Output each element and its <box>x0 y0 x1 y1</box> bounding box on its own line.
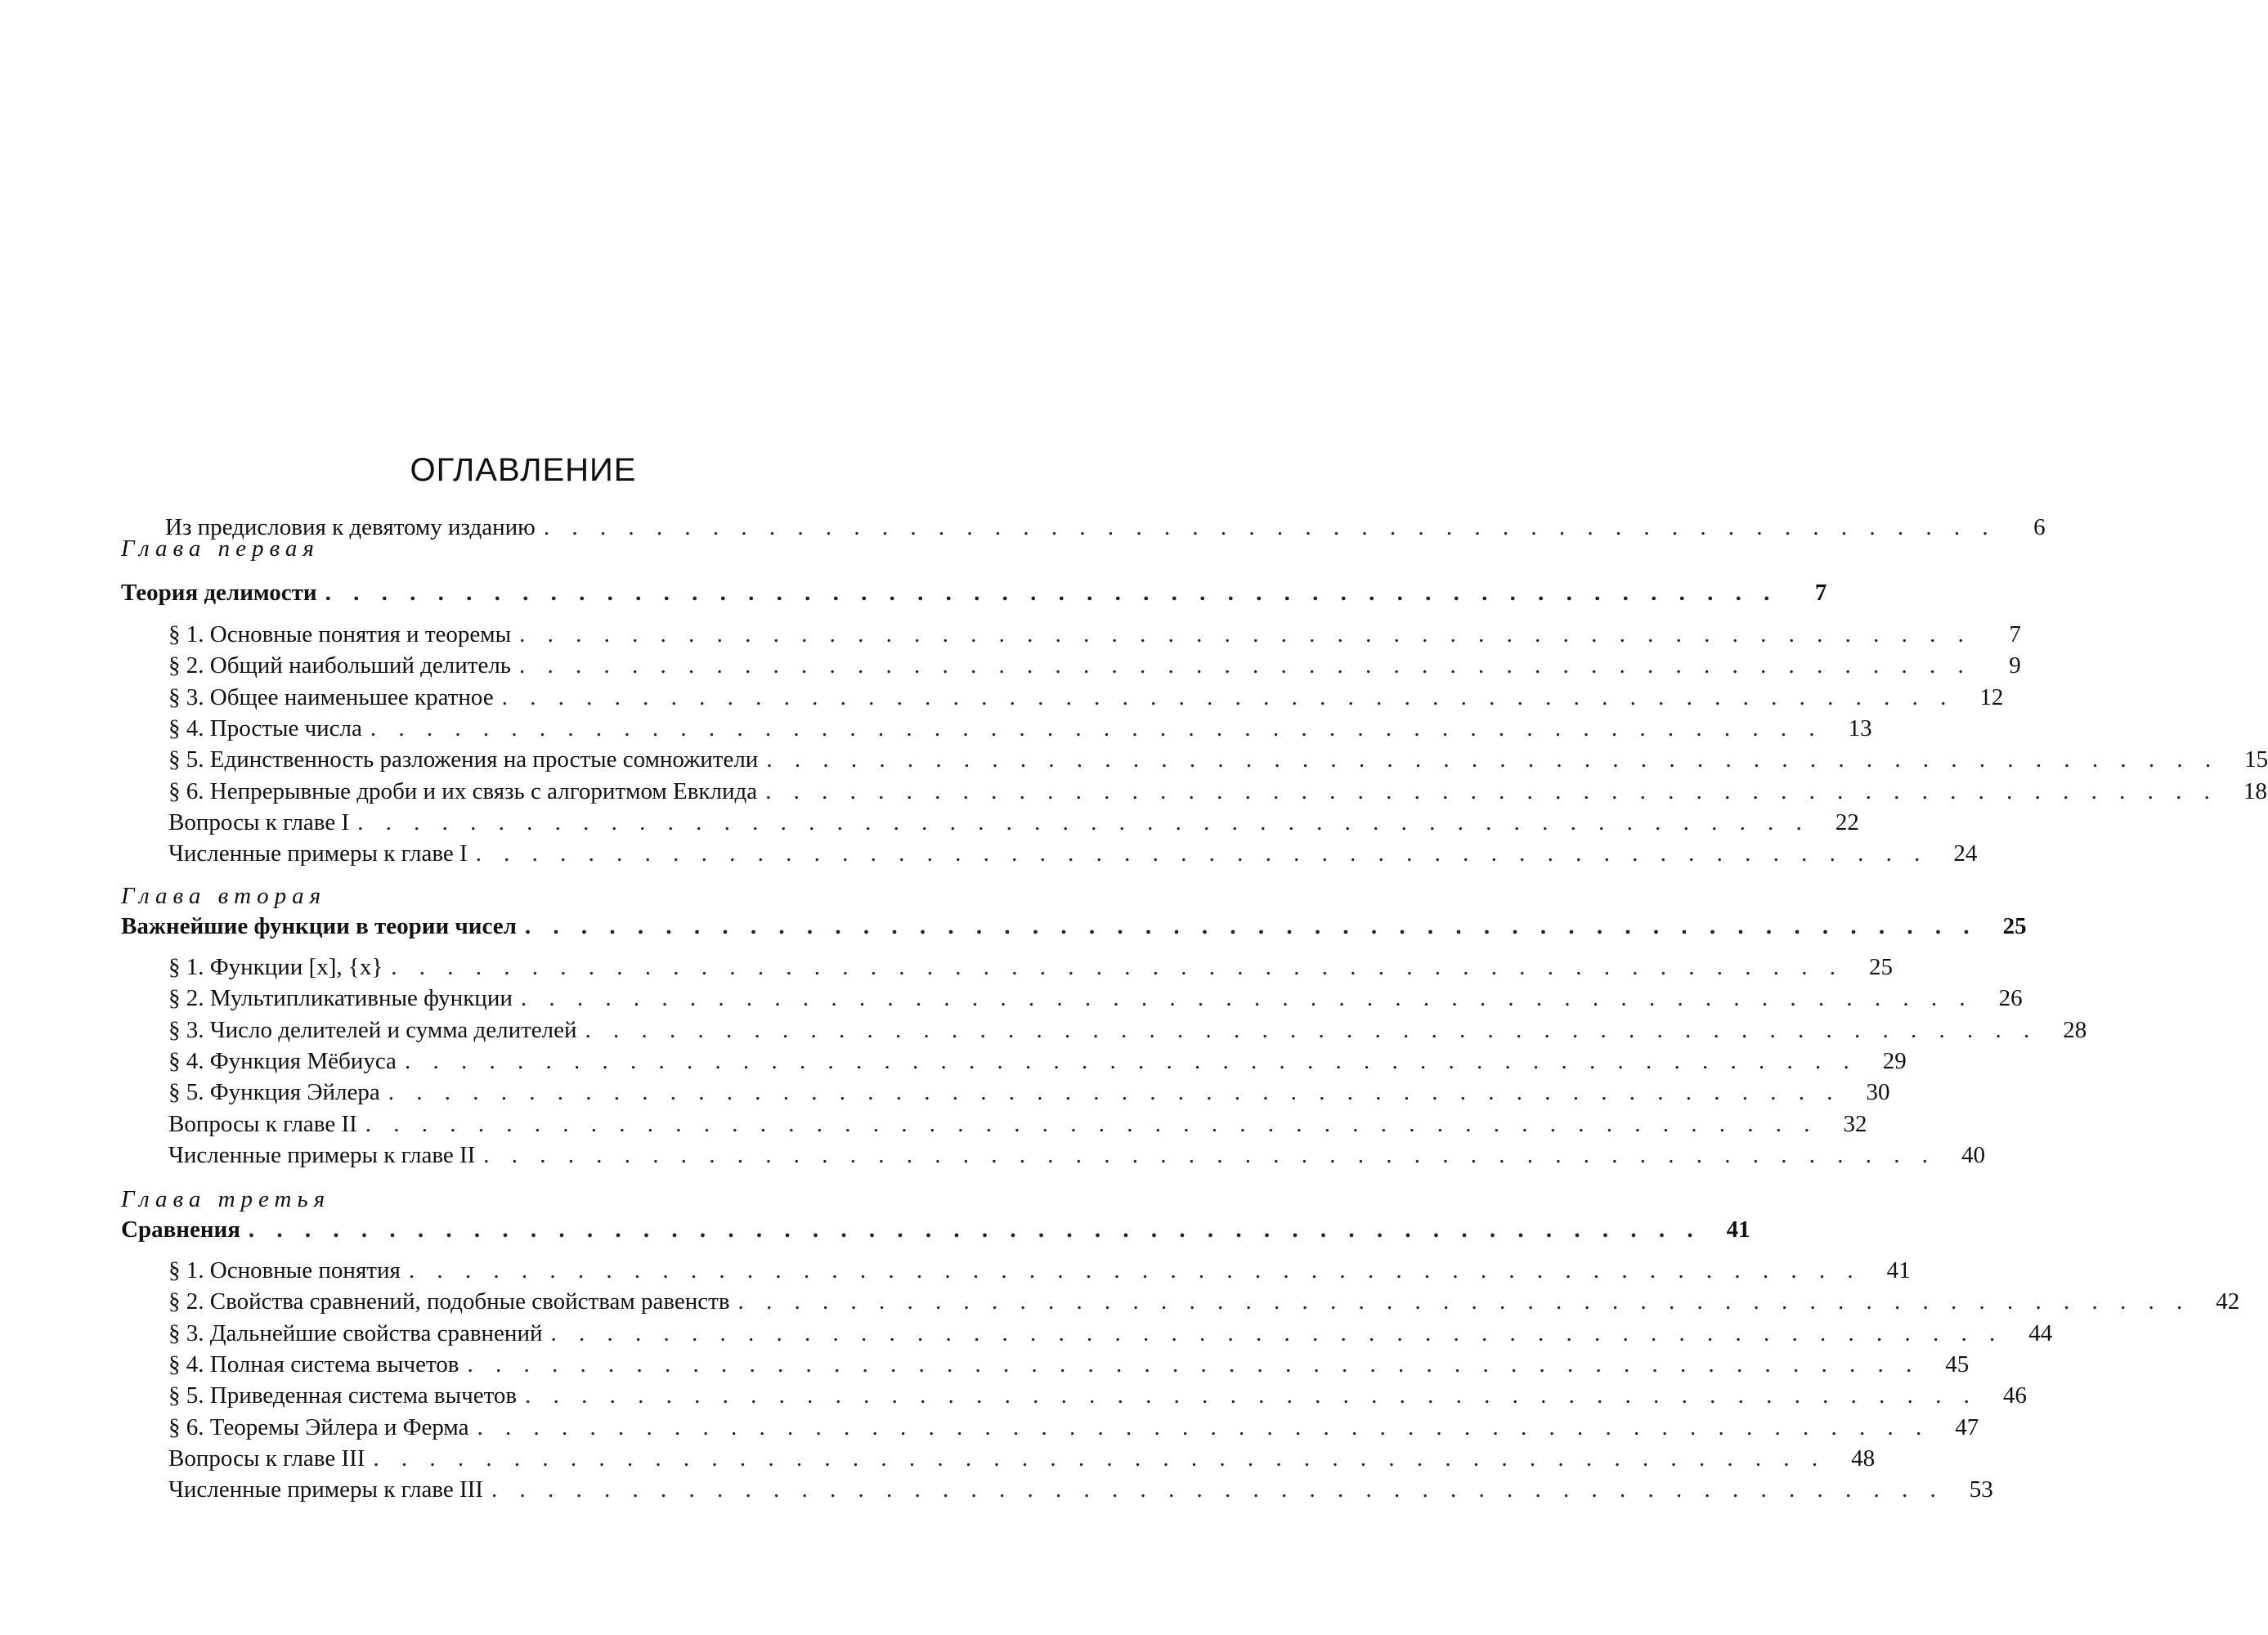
entry-label: Вопросы к главе I <box>168 809 350 835</box>
dot-leader: . . . . . . . . . . . . . . . . . . . . . . . . . . . . . . . . . . . . . . . . . . . . . . . . . . . . <box>388 1079 1841 1105</box>
page-title: ОГЛАВЛЕНИЕ <box>410 452 637 488</box>
dot-leader: . . . . . . . . . . . . . . . . . . . . . . . . . . . . . . . . . . . . . . . . . . . . . . . . . . . . <box>370 715 1823 741</box>
toc-entry[interactable] <box>168 1442 1876 1475</box>
chapter-title[interactable] <box>121 576 1827 609</box>
entry-label: § 4. Полная система вычетов <box>168 1351 459 1377</box>
toc-entry[interactable] <box>168 618 2021 651</box>
toc-entry[interactable] <box>168 775 2267 808</box>
entry-label: Численные примеры к главе I <box>168 840 468 867</box>
dot-leader: . . . . . . . . . . . . . . . . . . . . . . . . . . . . . . . . . . . . . . . . . . . . . . . . . . . . <box>475 840 1929 867</box>
entry-label: § 4. Простые числа <box>168 715 362 741</box>
page-number: 6 <box>2033 514 2046 540</box>
toc-entry[interactable] <box>168 951 1893 983</box>
toc-entry[interactable] <box>168 1348 1970 1381</box>
entry-label: Вопросы к главе II <box>168 1111 357 1137</box>
toc-entry[interactable] <box>168 649 2021 682</box>
dot-leader: . . . . . . . . . . . . . . . . . . . . . . . . . . . . . . . . . . . . . . . . . . . . . . . . . . . . <box>483 1142 1937 1168</box>
dot-leader: . . . . . . . . . . . . . . . . . . . . . . . . . . . . . . . . . . . . . . . . . . . . . . . . . . . . <box>357 809 1810 835</box>
toc-entry[interactable] <box>168 1045 1907 1077</box>
page-number: 22 <box>1835 809 1859 835</box>
toc-entry[interactable] <box>168 982 2023 1015</box>
entry-label: § 3. Дальнейшие свойства сравнений <box>168 1320 543 1346</box>
toc-entry[interactable] <box>168 1285 2240 1318</box>
toc-entry[interactable] <box>168 681 2004 714</box>
entry-label: Теория делимости <box>121 580 317 606</box>
page-number: 53 <box>1969 1476 1993 1503</box>
entry-label: Важнейшие функции в теории чисел <box>121 913 517 939</box>
dot-leader: . . . . . . . . . . . . . . . . . . . . . . . . . . . . . . . . . . . . . . . . . . . . . . . . . . . . <box>765 778 2218 804</box>
entry-label: Вопросы к главе III <box>168 1445 365 1472</box>
dot-leader: . . . . . . . . . . . . . . . . . . . . . . . . . . . . . . . . . . . . . . . . . . . . . . . . . . . . <box>408 1257 1862 1283</box>
dot-leader: . . . . . . . . . . . . . . . . . . . . . . . . . . . . . . . . . . . . . . . . . . . . . . . . . . . . <box>477 1414 1930 1440</box>
entry-label: § 6. Непрерывные дроби и их связь с алгоритмом Евклида <box>168 778 758 804</box>
page-number: 41 <box>1886 1257 1911 1283</box>
page-number: 45 <box>1945 1351 1970 1377</box>
page-number: 15 <box>2244 746 2268 773</box>
toc-entry[interactable] <box>168 1317 2053 1350</box>
entry-label: Численные примеры к главе III <box>168 1476 483 1503</box>
page-number: 18 <box>2243 778 2267 804</box>
dot-leader: . . . . . . . . . . . . . . . . . . . . . . . . . . . . . . . . . . . . . . . . . . . . . . . . . . . . <box>519 652 1972 679</box>
dot-leader: . . . . . . . . . . . . . . . . . . . . . . . . . . . . . . . . . . . . . . . . . . . . . . . . . . . . <box>248 1216 1701 1243</box>
dot-leader: . . . . . . . . . . . . . . . . . . . . . . . . . . . . . . . . . . . . . . . . . . . . . . . . . . . . <box>525 1382 1978 1409</box>
dot-leader: . . . . . . . . . . . . . . . . . . . . . . . . . . . . . . . . . . . . . . . . . . . . . . . . . . . . <box>491 1476 1944 1503</box>
dot-leader: . . . . . . . . . . . . . . . . . . . . . . . . . . . . . . . . . . . . . . . . . . . . . . . . . . . . <box>404 1048 1858 1074</box>
page-number: 46 <box>2002 1382 2027 1409</box>
dot-leader: . . . . . . . . . . . . . . . . . . . . . . . . . . . . . . . . . . . . . . . . . . . . . . . . . . . . <box>467 1351 1921 1377</box>
chapter-title[interactable] <box>121 910 2027 943</box>
page-number: 26 <box>1998 985 2023 1011</box>
page-number: 25 <box>2002 913 2027 939</box>
entry-label: Численные примеры к главе II <box>168 1142 476 1168</box>
entry-label: § 3. Число делителей и сумма делителей <box>168 1017 577 1043</box>
page-number: 30 <box>1866 1079 1890 1105</box>
toc-entry[interactable] <box>168 1108 1867 1140</box>
dot-leader: . . . . . . . . . . . . . . . . . . . . . . . . . . . . . . . . . . . . . . . . . . . . . . . . . . . . <box>325 580 1778 606</box>
toc-entry[interactable] <box>168 837 1978 870</box>
toc-entry[interactable] <box>168 712 1872 745</box>
toc-entry[interactable] <box>168 1379 2027 1412</box>
chapter-title[interactable] <box>121 1213 1750 1246</box>
entry-label: § 1. Основные понятия <box>168 1257 401 1283</box>
page-number: 9 <box>2009 652 2021 679</box>
page-number: 47 <box>1955 1414 1979 1440</box>
dot-leader: . . . . . . . . . . . . . . . . . . . . . . . . . . . . . . . . . . . . . . . . . . . . . . . . . . . . <box>550 1320 2004 1346</box>
dot-leader: . . . . . . . . . . . . . . . . . . . . . . . . . . . . . . . . . . . . . . . . . . . . . . . . . . . . <box>766 746 2220 773</box>
entry-label: § 5. Функция Эйлера <box>168 1079 380 1105</box>
page-number: 12 <box>1979 684 2004 710</box>
toc-entry[interactable] <box>168 806 1859 839</box>
dot-leader: . . . . . . . . . . . . . . . . . . . . . . . . . . . . . . . . . . . . . . . . . . . . . . . . . . . . <box>365 1111 1818 1137</box>
dot-leader: . . . . . . . . . . . . . . . . . . . . . . . . . . . . . . . . . . . . . . . . . . . . . . . . . . . . <box>391 954 1844 980</box>
chapter-heading: Глава вторая <box>121 883 327 909</box>
entry-label: § 2. Общий наибольший делитель <box>168 652 512 679</box>
dot-leader: . . . . . . . . . . . . . . . . . . . . . . . . . . . . . . . . . . . . . . . . . . . . . . . . . . . . <box>373 1445 1827 1472</box>
dot-leader: . . . . . . . . . . . . . . . . . . . . . . . . . . . . . . . . . . . . . . . . . . . . . . . . . . . . <box>519 621 1972 647</box>
toc-entry[interactable] <box>168 743 2268 776</box>
page-number: 29 <box>1882 1048 1907 1074</box>
page-number: 32 <box>1843 1111 1867 1137</box>
dot-leader: . . . . . . . . . . . . . . . . . . . . . . . . . . . . . . . . . . . . . . . . . . . . . . . . . . . . <box>543 514 1997 540</box>
page-number: 48 <box>1851 1445 1876 1472</box>
entry-label: Сравнения <box>121 1216 240 1243</box>
dot-leader: . . . . . . . . . . . . . . . . . . . . . . . . . . . . . . . . . . . . . . . . . . . . . . . . . . . . <box>585 1017 2038 1043</box>
page-number: 40 <box>1961 1142 1986 1168</box>
entry-label: § 1. Функции [x], {x} <box>168 954 383 980</box>
chapter-heading: Глава первая <box>121 535 320 562</box>
dot-leader: . . . . . . . . . . . . . . . . . . . . . . . . . . . . . . . . . . . . . . . . . . . . . . . . . . . . <box>524 913 1978 939</box>
page-number: 13 <box>1848 715 1872 741</box>
entry-label: Из предисловия к девятому изданию <box>165 514 536 540</box>
toc-entry[interactable] <box>168 1473 1993 1506</box>
toc-entry[interactable] <box>168 1411 1979 1444</box>
entry-label: § 3. Общее наименьшее кратное <box>168 684 494 710</box>
page-number: 42 <box>2216 1288 2240 1315</box>
entry-label: § 5. Единственность разложения на простые сомножители <box>168 746 759 773</box>
entry-label: § 4. Функция Мёбиуса <box>168 1048 397 1074</box>
page-number: 41 <box>1726 1216 1750 1243</box>
dot-leader: . . . . . . . . . . . . . . . . . . . . . . . . . . . . . . . . . . . . . . . . . . . . . . . . . . . . <box>501 684 1955 710</box>
page-number: 28 <box>2063 1017 2087 1043</box>
entry-label: § 2. Свойства сравнений, подобные свойствам равенств <box>168 1288 730 1315</box>
entry-label: § 2. Мультипликативные функции <box>168 985 513 1011</box>
page-number: 7 <box>2009 621 2021 647</box>
entry-label: § 1. Основные понятия и теоремы <box>168 621 512 647</box>
dot-leader: . . . . . . . . . . . . . . . . . . . . . . . . . . . . . . . . . . . . . . . . . . . . . . . . . . . . <box>737 1288 2191 1315</box>
page-number: 44 <box>2028 1320 2053 1346</box>
toc-entry[interactable] <box>168 1076 1890 1109</box>
page-number: 25 <box>1868 954 1893 980</box>
page-number: 24 <box>1953 840 1978 867</box>
dot-leader: . . . . . . . . . . . . . . . . . . . . . . . . . . . . . . . . . . . . . . . . . . . . . . . . . . . . <box>520 985 1974 1011</box>
chapter-heading: Глава третья <box>121 1186 331 1212</box>
entry-label: § 6. Теоремы Эйлера и Ферма <box>168 1414 469 1440</box>
toc-entry[interactable] <box>168 1254 1911 1287</box>
page-number: 7 <box>1814 580 1827 606</box>
entry-label: § 5. Приведенная система вычетов <box>168 1382 518 1409</box>
toc-entry[interactable] <box>168 1014 2087 1046</box>
toc-entry[interactable] <box>168 1139 1986 1171</box>
